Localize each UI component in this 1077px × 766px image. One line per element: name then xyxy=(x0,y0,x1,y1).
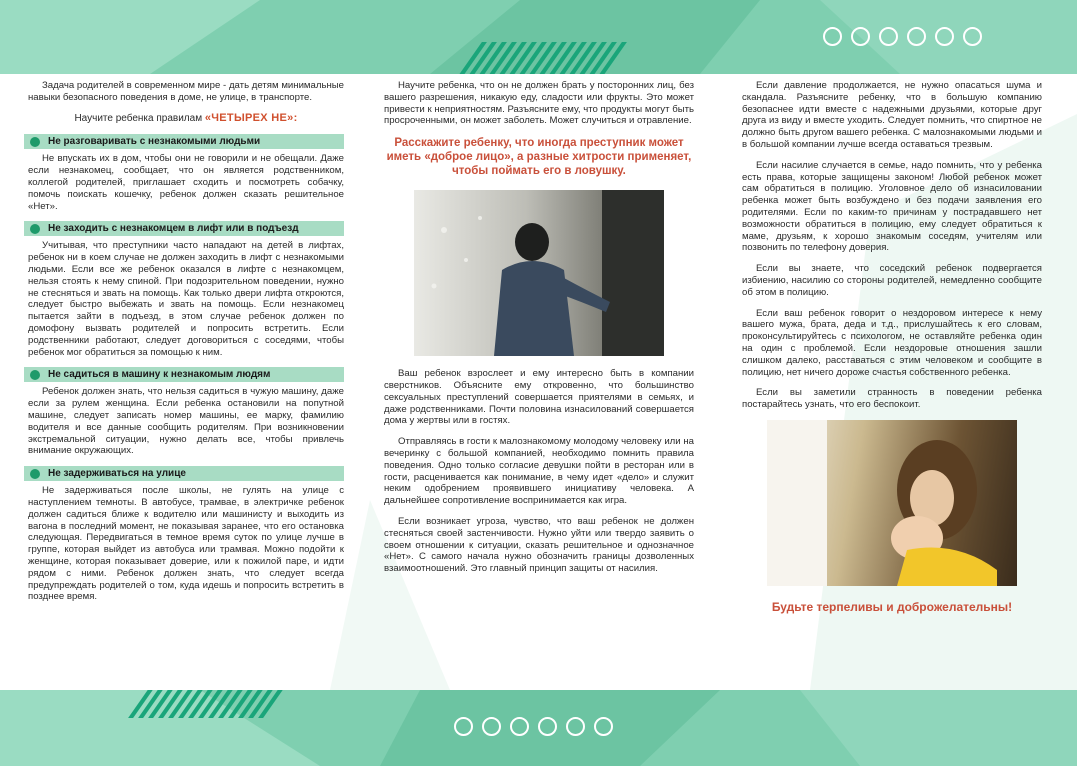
bullet-icon xyxy=(30,469,40,479)
rule-heading xyxy=(24,134,344,149)
paragraph: Научите ребенка, что он не должен брать у посторонних лиц, без вашего разрешения, никакую еду, сладости или фрукты. Это может привести к неприятностям. Разъясните ему, что продукты могут быть просроченными, он может заболеть. Может случиться и отравление. xyxy=(384,80,694,127)
footer-band xyxy=(0,690,1077,766)
rule-text: Учитывая, что преступники часто нападают на детей в лифтах, ребенок ни в коем случае не должен заходить в лифт с незнакомыми людьми. Если все же ребенок оказался в лифте с незнакомцем, нельзя стоять к нему спиной. При подозрительном поведении, нужно не стесняться и звать на помощь. Как только двери лифта откроются, следует быстро выбежать и звать на помощь. Если незнакомец пытается зайти в подъезд, в этом случае ребенок должен по домофону вызвать родителей и попросить встретить. Если родственники работают, следует договориться с соседями, чтобы ребенок мог обратиться за помощью к ним. xyxy=(28,240,344,358)
rule-title: Не разговаривать с незнакомыми людьми xyxy=(48,135,261,147)
bullet-icon xyxy=(30,137,40,147)
callout-text: Расскажите ребенку, что иногда преступник может иметь «доброе лицо», а разные хитрости применяет, чтобы поймать его в ловушку. xyxy=(386,137,692,178)
bullet-icon xyxy=(30,224,40,234)
mother-child-illustration xyxy=(767,420,1017,586)
rule-text: Ребенок должен знать, что нельзя садиться в чужую машину, даже если за рулем женщина. Если ребенка остановили на попутной машине, следует записать номер машины, ее марку, фамилию водителя и все данные сообщить родителям. При возникновении экстремальной ситуации, нужно делать все, чтобы привлечь внимание окружающих. xyxy=(28,386,344,457)
rule-text: Не задерживаться после школы, не гулять на улице с наступлением темноты. В автобусе, трамвае, в электричке ребенок должен садиться ближе к водителю или машинисту и выходить из вагона в последний момент, не показывая заранее, что его остановка следующая. Передвигаться в темное время суток по улице лучше в группе, которая выйдет из автобуса или трамвая. Можно подойти к женщине, которая показывает доверие, или к пожилой паре, и идти рядом с ними. Ребенок должен знать, что следует всегда предупреждать родителей о том, куда идешь и попросить встретить в позднее время. xyxy=(28,485,344,603)
column-middle xyxy=(384,80,694,584)
rule-title: Не задерживаться на улице xyxy=(48,467,186,479)
paragraph: Если насилие случается в семье, надо помнить, что у ребенка есть права, которые защищены законом! Любой ребенок может сам обратиться в полицию. Уголовное дело об изнасиловании ребенка может быть возбуждено и без подачи заявления его родителями. Если по каким-то причинам у пострадавшего нет возможности обратиться в полицию, ему следует обратиться к маме, друзьям, к хорошо знакомым соседям, учителям или позвонить по телефону доверия. xyxy=(742,159,1042,254)
paragraph: Если вы заметили странность в поведении ребенка постарайтесь узнать, что его беспокоит. xyxy=(742,387,1042,411)
intro-paragraph: Задача родителей в современном мире - дать детям минимальные навыки безопасного поведения в доме, не улице, в транспорте. xyxy=(28,80,344,103)
decorative-stripes xyxy=(140,690,275,718)
rule-heading xyxy=(24,367,344,382)
child-photo-illustration xyxy=(414,190,664,356)
rule-title: Не садиться в машину к незнакомым людям xyxy=(48,368,271,380)
rule-heading xyxy=(24,221,344,236)
child-photo xyxy=(414,190,664,356)
paragraph: Ваш ребенок взрослеет и ему интересно быть в компании сверстников. Объясните ему откровенно, что большинство сексуальных преступлений совершается приятелями в семьях, и даже родственниками. Почти половина изнасилований совершается дома у жертвы или в гостях. xyxy=(384,368,694,427)
bullet-icon xyxy=(30,370,40,380)
column-right xyxy=(742,80,1042,614)
lead-highlight: «ЧЕТЫРЕХ НЕ»: xyxy=(204,111,298,124)
decorative-circles xyxy=(823,27,982,46)
mother-child-photo xyxy=(767,420,1017,586)
lead-prefix: Научите ребенка правилам xyxy=(74,112,205,124)
column-left xyxy=(28,80,344,612)
rule-text: Не впускать их в дом, чтобы они не говорили и не обещали. Даже если незнакомец, сообщает, что он является родственником, коллегой родителей, приглашает сходить и посмотреть собачку, помочь поискать кошечку, ребенок должен сказать решительное «Нет». xyxy=(28,153,344,212)
rule-heading xyxy=(24,466,344,481)
slogan-text: Будьте терпеливы и доброжелательны! xyxy=(771,599,1013,614)
header-band xyxy=(0,0,1077,74)
paragraph: Если возникает угроза, чувство, что ваш ребенок не должен стесняться своей застенчивости. Нужно уйти или твердо заявить о своем отношении к ситуации, сказать решительное и однозначное «Нет». С самого начала нужно обозначить границы дозволенных взаимоотношений. Это главный принцип защиты от насилия. xyxy=(384,515,694,575)
paragraph: Если ваш ребенок говорит о нездоровом интересе к нему вашего мужа, брата, деда и т.д., прислушайтесь к его словам, проконсультируйтесь с психологом, не оставляйте ребенка один на один с проблемой. Если нездоровые отношения зашли слишком далеко, расставаться с этим человеком и сообщите в полицию, нет ничего дороже счастья собственного ребенка. xyxy=(742,307,1042,378)
paragraph: Отправляясь в гости к малознакомому молодому человеку или на вечеринку с большой компанией, необходимо помнить правила поведения. Одно только согласие девушки пойти в ресторан или в гости, расценивается как понимание, в чему идет «дело» и служит неким одобрением проявившего инициативу человека. А дальнейшее сопротивление воспринимается как игра. xyxy=(384,436,694,507)
paragraph: Если вы знаете, что соседский ребенок подвергается избиению, насилию со стороны родителей, немедленно сообщите об этом в полицию. xyxy=(742,263,1042,298)
decorative-stripes xyxy=(470,42,615,74)
paragraph: Если давление продолжается, не нужно опасаться шума и скандала. Разъясните ребенку, что в большую компанию безопаснее идти вместе с надежными друзьями, которые друг друга из виду и вместе уходить. Следует помнить, что спиртное не должно быть другом вашего ребенка. С малознакомыми людьми и в большой компании лучше всегда оставаться трезвым. xyxy=(742,80,1042,150)
rule-title: Не заходить с незнакомцем в лифт или в подъезд xyxy=(48,222,299,234)
four-nots-lead xyxy=(28,113,344,125)
decorative-circles xyxy=(454,717,613,736)
